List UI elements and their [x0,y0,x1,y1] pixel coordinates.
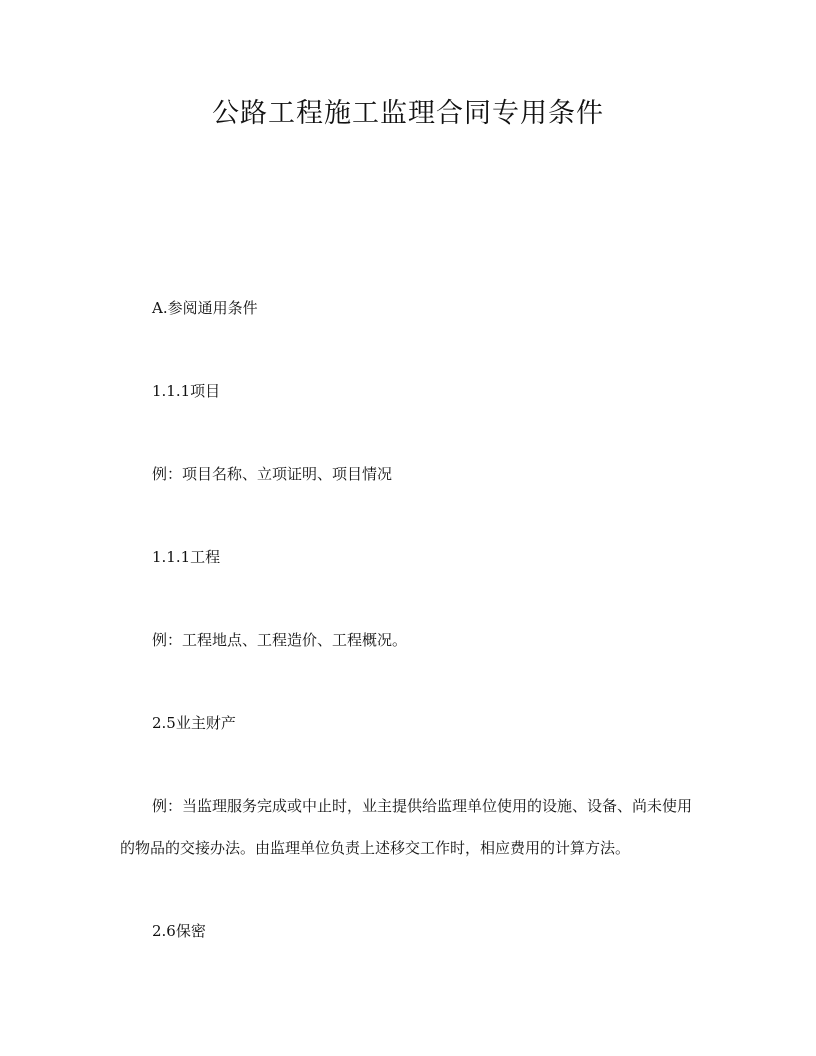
section-heading: 1.1.1项目 [152,382,221,400]
section-example: 例：当监理服务完成或中止时，业主提供给监理单位使用的设施、设备、尚未使用的物品的交接办法。由监理单位负责上述移交工作时，相应费用的计算方法。 [120,797,693,857]
section-heading: 1.1.1工程 [152,548,221,566]
section-heading: A.参阅通用条件 [152,299,258,317]
section-heading: 2.5业主财产 [152,714,236,732]
section-example: 例：工程地点、工程造价、工程概况。 [152,631,408,649]
section-example: 例：项目名称、立项证明、项目情况 [152,465,393,483]
document-title: 公路工程施工监理合同专用条件 [212,98,604,129]
section-heading: 2.6保密 [152,922,206,940]
